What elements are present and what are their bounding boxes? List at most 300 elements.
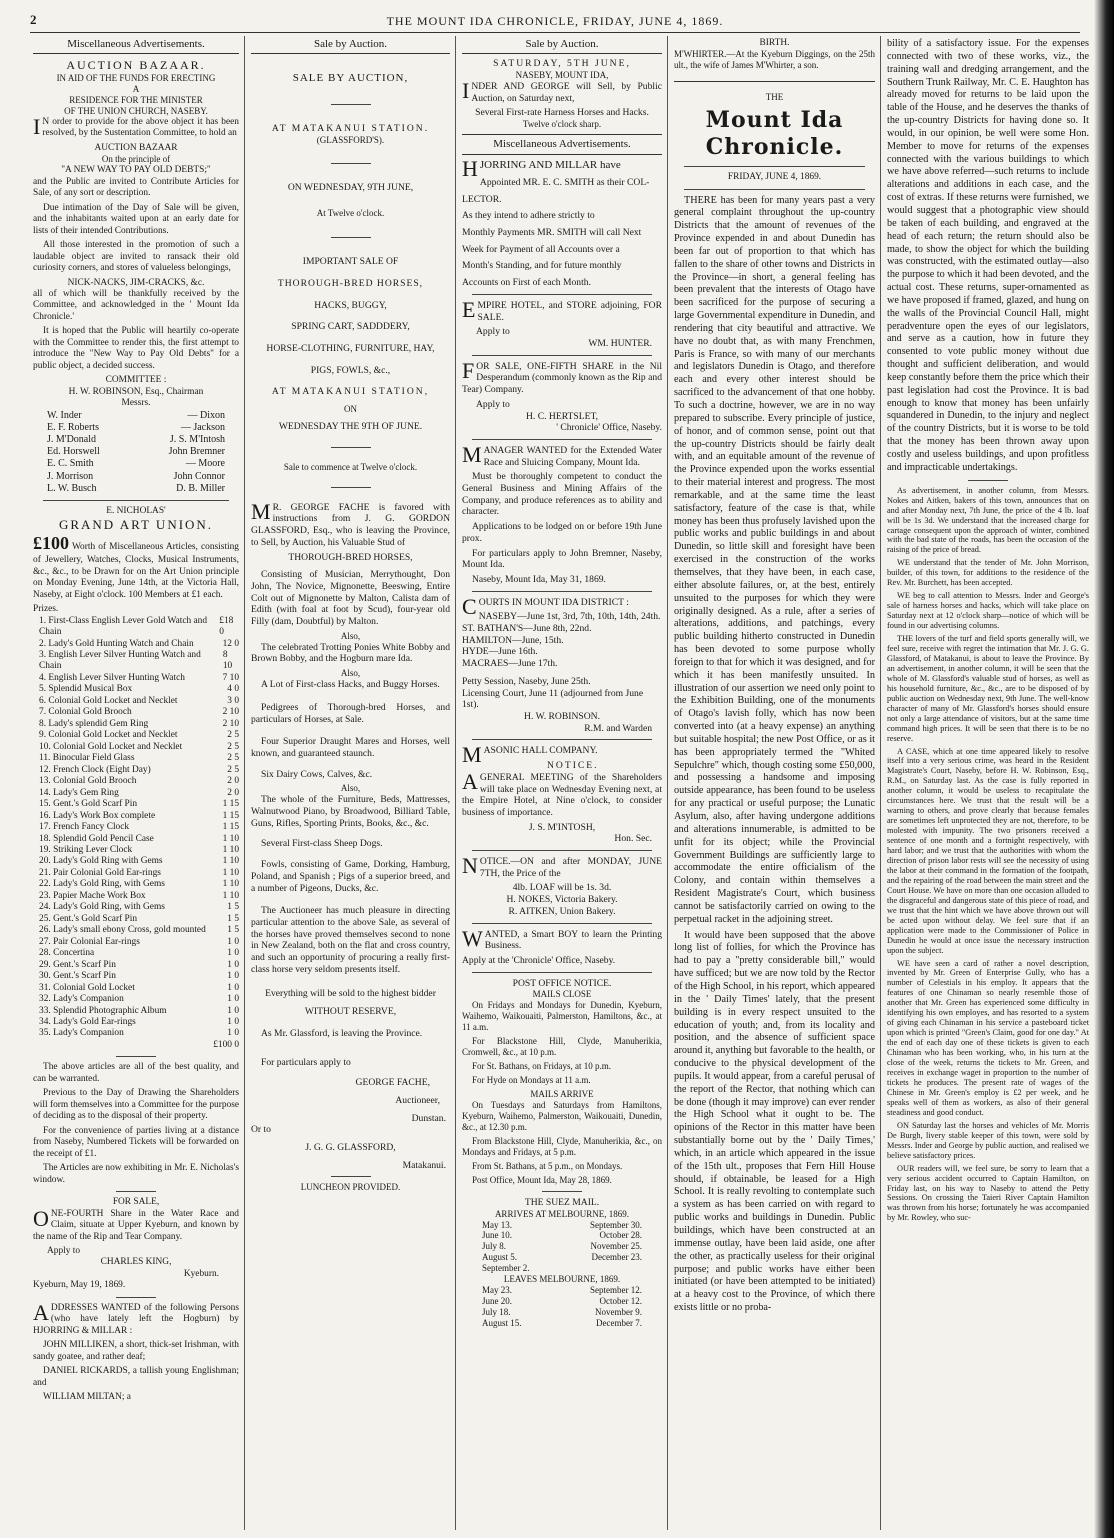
bazaar-text: all of which will be thankfully received by the Committee, and acknowledged in the ' Mount Ida Chronicle.' [33,288,239,322]
prize-name: 3. English Lever Silver Hunting Watch and Chain [39,650,201,672]
auction-text: IMPORTANT SALE OF [302,256,399,268]
prize-row [33,891,239,902]
auction-stud: THOROUGH-BRED HORSES, [288,551,413,563]
courts-text: Licensing Court, June 11 (adjourned from June 1st). [462,687,644,711]
mail-row [462,1263,662,1274]
divider [472,591,652,592]
prize-value: 4 0 [227,684,239,695]
prize-row [33,765,239,776]
ad-text: Applications to be lodged on or before 19th June prox. [462,521,662,544]
art-union-text: The above articles are all of the best quality, and can be warranted. [33,1062,239,1084]
prize-value: 1 10 [222,890,239,901]
auction-station: AT MATAKANUI STATION. [271,122,430,134]
art-union-text: For the convenience of parties living at a distance from Naseby, Numbered Tickets will be forwarded on the receipt of £1. [33,1125,239,1159]
prize-name: 35. Lady's Companion [39,1028,124,1039]
art-union-amount: £100 [33,533,69,554]
mail-date: October 12. [599,1296,642,1307]
forsale-place: Kyeburn. [183,1268,219,1279]
auction-text: Also, [340,630,361,641]
prize-name: 31. Colonial Gold Locket [39,982,135,993]
prize-row [33,948,239,959]
ad-line: Monthly Payments MR. SMITH will call Next [462,227,642,239]
divider [331,447,371,448]
post-title: POST OFFICE NOTICE. [512,977,612,989]
prize-value: 2 10 [222,707,239,718]
post-sub: MAILS CLOSE [532,989,592,1000]
art-union-text: Previous to the Day of Drawing the Shareholders will form themselves into a Committee for the purpose of deciding as to the disposal of their property. [33,1088,239,1122]
prize-total: £100 0 [213,1039,239,1050]
prize-name: 4. English Lever Silver Hunting Watch [39,672,185,683]
prize-row [33,834,239,845]
prize-name: 11. Binocular Field Glass [39,753,135,764]
auction-text: The Auctioneer has much pleasure in directing particular attention to the above Sale, as several of the horses have proved themselves second to none in New Zealand, both on the flat and cross country, and such an opportunity of procuring a really first-class horse very seldom presents itself. [251,905,450,975]
committee-member: W. Inder [47,409,82,421]
auction-text: Auctioneer, [395,1094,440,1106]
auction-text: Six Dairy Cows, Calves, &c. [261,768,373,780]
court-item: HYDE—June 16th. [462,646,538,658]
divider [43,500,229,501]
auction-text: Also, [340,668,361,679]
column-header: Sale by Auction. [251,38,450,54]
ad-line: Week for Payment of all Accounts over a [462,243,620,255]
news-item: A CASE, which at one time appeared likely to resolve itself into a very serious crime, was heard in the Resident Magistrate's Court, Naseby, before H. W. Robinson, Esq., R.M., on Saturday last. As the case is fully reported in another column, it would be useless to recapitulate the circumstances here. We trust that the result will be a warning to others, and prove clearly that because females are sometimes left unprotected they are not, therefore, to be molested with impunity. The two prisoners received a sentence of one month and a fortnight respectively, with hard labor; and we trust that the authorities with whom the direction of prison labor rests will see the necessity of using the labor at their command in the formation of the footpath, and the repairing of the road between the main street and the Court House. We have on more than one occasion alluded to the disgraceful and dangerous state of this piece of road, and we trust that the hint which we have above thrown out will be acted upon without delay. We feel sure that if an application were made to the Commissioner of Police in Dunedin he would at once issue the necessary instruction upon the subject. [887,746,1089,955]
news-item: WE understand that the tender of Mr. John Morrison, builder, of this town, for additions to the residence of the Rev. Mr. Burchett, has been accepted. [887,558,1089,588]
auction-text: Four Superior Draught Mares and Horses, well known, and guaranteed staunch. [251,736,450,759]
divider [331,237,371,238]
prize-name: 15. Gent.'s Gold Scarf Pin [39,799,138,810]
ad-text: For particulars apply to John Bremner, Naseby, Mount Ida. [462,547,662,571]
boy-text: Apply at the 'Chronicle' Office, Naseby. [462,954,616,966]
committee-row [33,422,239,434]
bazaar-title: AUCTION BAZAAR. [66,58,206,73]
post-item: Post Office, Mount Ida, May 28, 1869. [472,1174,612,1185]
divider [684,166,865,167]
divider [116,1191,156,1192]
sale-date: SATURDAY, 5TH JUNE, [493,58,631,70]
prize-row [33,856,239,867]
hjorring-ad [462,177,662,289]
ad-line: As they intend to adhere strictly to [462,210,595,222]
ad-text: Apply to [476,326,510,338]
mail-date: September 2. [482,1263,530,1274]
prize-value: 8 10 [222,650,233,672]
court-item: MACRAES—June 17th. [462,658,558,670]
prize-value: 7 10 [222,672,239,683]
prize-row [33,730,239,741]
ad-text: FOR SALE, ONE-FIFTH SHARE in the Nil Desperandum (commonly known as the Rip and Tear) Company. [462,357,662,396]
boy-text: WANTED, a Smart BOY to learn the Printing Business. [462,925,662,952]
prize-name: 10. Colonial Gold Locket and Necklet [39,741,183,752]
committee-heading: COMMITTEE : [105,375,167,386]
prize-row [33,960,239,971]
prize-row [33,650,239,673]
prize-value: 1 0 [227,959,239,970]
prize-name: 1. First-Class English Lever Gold Watch and Chain [39,615,208,638]
mail-date: July 8. [482,1241,507,1252]
prize-value: 1 0 [227,994,239,1005]
prize-value: 1 10 [222,844,239,855]
prize-name: 5. Splendid Musical Box [39,684,133,695]
loaf-text: NOTICE.—ON and after MONDAY, JUNE 7TH, the Price of the [462,853,662,879]
prize-value: 1 15 [222,810,239,821]
mail-date: July 18. [482,1307,511,1318]
bazaar-text: Due intimation of the Day of Sale will be given, and the inhabitants waited upon at an early date for lists of their intended Contributions. [33,202,239,236]
auction-text: Everything will be sold to the highest bidder [265,988,436,1000]
bazaar-subtitle: IN AID OF THE FUNDS FOR ERECTING [56,73,216,84]
auction-line: HACKS, BUGGY, [314,299,387,311]
auction-line: PIGS, FOWLS, &c., [310,364,391,376]
prize-row [33,868,239,879]
masonic-text: AGENERAL MEETING of the Shareholders will take place on Wednesday Evening next, at the Empire Hotel, at Nine o'clock, to consider business of importance. [462,768,662,818]
prize-row [33,707,239,718]
auction-text: As Mr. Glassford, is leaving the Province. [261,1027,423,1039]
courts-text: Petty Session, Naseby, June 25th. [462,675,591,687]
masthead-title: THE MOUNT IDA CHRONICLE, FRIDAY, JUNE 4, 1869. [386,14,724,28]
news-items [887,486,1089,1224]
suez-title: THE SUEZ MAIL. [524,1196,600,1208]
ad-text: Apply to [476,398,510,410]
divider [542,1191,582,1192]
prize-name: 28. Concertina [39,948,95,959]
prize-name: 22. Lady's Gold Ring, with Gems [39,879,165,890]
addresses-text: DANIEL RICKARDS, a tallish young Englishman; and [33,1366,239,1388]
auction-text: (GLASSFORD'S). [316,134,385,145]
prize-row [33,673,239,684]
committee-member: D. B. Miller [176,482,225,494]
mail-date: August 15. [482,1318,522,1329]
committee-member: John Bremner [168,446,225,458]
prize-value: 1 0 [227,982,239,993]
prize-row [33,983,239,994]
auction-text: Also, [340,783,361,794]
loaf-text: H. NOKES, Victoria Bakery. [506,894,618,906]
masonic-text: Hon. Sec. [614,833,652,845]
prize-value: 1 5 [227,925,239,936]
prize-name: 21. Pair Colonial Gold Ear-rings [39,867,161,878]
prize-name: 33. Splendid Photographic Album [39,1005,167,1016]
sale-text: Several First-rate Harness Horses and Hacks. [475,107,649,119]
prize-name: 6. Colonial Gold Locket and Necklet [39,695,178,706]
prize-name: 23. Papier Mache Work Box [39,890,146,901]
divider [968,480,1008,481]
birth-title: BIRTH. [759,38,790,48]
auction-text: For particulars apply to [261,1056,351,1068]
committee-member: Ed. Horswell [47,446,100,458]
column-5 [882,38,1094,1528]
committee-member: — Jackson [180,421,225,433]
committee-member: J. M'Donald [47,434,97,446]
masonic-title: MASONIC HALL COMPANY. [462,742,598,768]
ad-text: WM. HUNTER. [588,338,652,349]
mail-row [462,1285,662,1296]
mail-date: August 5. [482,1252,518,1263]
masthead [30,8,1080,33]
auction-title: SALE BY AUCTION, [292,72,409,85]
auction-text: LUNCHEON PROVIDED. [300,1182,401,1193]
prize-row [33,788,239,799]
auction-text: A Lot of First-class Hacks, and Buggy Horses. [261,679,440,691]
ad-line: LECTOR. [462,193,502,205]
committee-row [33,410,239,422]
auction-line: SPRING CART, SADDDERY, [291,321,410,333]
column-2 [246,38,455,1528]
prize-row [33,639,239,650]
prize-row [33,1006,239,1017]
suez-arrive [462,1220,662,1275]
court-item: HAMILTON—June, 15th. [462,634,564,646]
prize-row [33,845,239,856]
prize-value: 1 0 [227,1028,239,1039]
prize-value: 2 5 [227,741,239,752]
auction-text: WITHOUT RESERVE, [304,1006,397,1018]
prize-name: 24. Lady's Gold Ring, with Gems [39,902,165,913]
committee-member: L. W. Busch [47,482,97,494]
prize-name: 32. Lady's Companion [39,994,124,1005]
bazaar-text: "A NEW WAY TO PAY OLD DEBTS;" [61,165,211,176]
auction-text: GEORGE FACHE, [355,1077,430,1089]
auction-date: ON WEDNESDAY, 9TH JUNE, [287,182,414,194]
news-item: WE have seen a card of rather a novel description, invented by Mr. Green of Enterprise Gully, who has a number of Celestials in his employ. It appears that the features of one Chinaman so nearly resemble those of another that Mr. Green has experienced some difficulty in identifying his own employes, and has resorted to a system of giving each Chinaman in his service a pasteboard ticket upon which is printed "Green's Claim, good for one day." At the end of each day one of these tickets is given to each Chinaman who has been working, who, in his turn at the close of the week, returns the tickets to Mr. Green, and receives in exchange waget in proportion to the number of tickets he produces. The present rate of wages of the Chinese in Mr. Green's employ is £2 per week, and he speaks well of them as workers, as also of their general steadiness and good conduct. [887,958,1089,1117]
bazaar-text: AUCTION BAZAAR [94,142,178,153]
post-item: For St. Bathans, on Fridays, at 10 p.m. [472,1061,611,1072]
prize-row [33,822,239,833]
news-item: THE lovers of the turf and field sports generally will, we feel sure, receive with regret the intimation that Mr. J. G. G. Glassford, of Matakanui, is about to leave the Province. By an advertisement, in another column, it will be seen that the whole of M. Glassford's valuable stud of horses, as well as his household furniture, &c., &c., are to be disposed of by public auction on Wednesday next, 9th June. The well-know character of many of Mr. Glassford's horses should ensure not only a large attendance of visitors, but at the same time command high prices. It will be seen that there is to be no reserve. [887,634,1089,743]
divider [472,739,652,740]
prize-name: 8. Lady's splendid Gem Ring [39,718,149,729]
prize-row [33,937,239,948]
committee-member: John Connor [173,470,225,482]
art-union-text: The Articles are now exhibiting in Mr. E. Nicholas's window. [33,1163,239,1185]
divider [472,850,652,851]
forsale-text: ONE-FOURTH Share in the Water Race and Claim, situate at Upper Kyeburn, and known by the name of the Rip and Tear Company. [33,1205,239,1242]
prize-value: £18 0 [219,615,234,638]
divider [331,1176,371,1177]
paper-title: Mount Ida Chronicle. [705,107,844,161]
news-item: As advertisement, in another column, from Messrs. Nokes and Aitken, bakers of this town, announces that on and after Monday next, 7th June, the price of the 4 lb. loaf will be 1s 3d. We understand that the increased charge for cartage consequent upon the approach of winter, combined with the bad state of the roads, has been the occasion of the raising of the price of bread. [887,485,1089,555]
committee-row [33,434,239,446]
mail-date: December 23. [591,1252,642,1263]
divider [472,294,652,295]
prize-value: 1 5 [227,913,239,924]
prize-row [33,879,239,890]
committee-row [33,471,239,483]
prizes-label: Prizes. [33,604,59,615]
column-rule [244,36,245,1530]
prize-row [33,696,239,707]
divider [331,104,371,105]
paper-the: THE [765,92,784,103]
auction-text: Or to [251,1124,271,1136]
addresses-title: ADDRESSES WANTED of the following Persons (who have lately left the Hogburn) by HJORRING & MILLAR : [33,1299,239,1336]
auction-text: Several First-class Sheep Dogs. [261,838,383,850]
auction-text: MR. GEORGE FACHE is favored with instructions from J. G. GORDON GLASSFORD, Esq., who is leaving the Province, to Sell, by Auction, his Valuable Stud of [251,498,450,548]
prize-value: 1 15 [222,799,239,810]
divider [684,189,865,190]
ad-text: H. C. HERTSLET, [526,410,598,422]
auction-text: Matakanui. [402,1159,446,1171]
prize-value: 1 10 [222,833,239,844]
courts-list [462,611,662,670]
auction-line: AT MATAKANUI STATION, [271,386,430,398]
committee-member: — Dixon [187,409,225,421]
prize-value: 12 0 [222,638,239,649]
prize-name: 7. Colonial Gold Brooch [39,707,132,718]
mail-date: September 12. [590,1285,642,1296]
divider [472,355,652,356]
auction-line: HORSE-CLOTHING, FURNITURE, HAY, [266,342,435,354]
divider [116,1297,156,1298]
addresses-text: JOHN MILLIKEN, a short, thick-set Irishman, with sandy goatee, and rather deaf; [33,1340,239,1362]
prize-value: 2 5 [227,764,239,775]
ad-line: Month's Standing, and for future monthly [462,260,622,272]
forsale-date: Kyeburn, May 19, 1869. [33,1280,126,1291]
masonic-notice: NOTICE. [546,760,599,772]
news-item: OUR readers will, we feel sure, be sorry to learn that a very serious accident occurred to Captain Hamilton, on Friday last, on his way to Naseby to attend the Petty Sessions. On crossing the Taieri River Captain Hamilton was thrown from his horse; fortunately he was accompanied by Mr. Rowley, who suc- [887,1163,1089,1223]
suez-sub: ARRIVES AT MELBOURNE, 1869. [494,1208,630,1219]
mail-row [462,1318,662,1329]
prize-row [33,799,239,810]
birth-text: M'WHIRTER.—At the Kyeburn Diggings, on the 25th ult., the wife of James M'Whirter, a son. [674,49,875,71]
ad-line: Appointed MR. E. C. SMITH as their COL- [479,176,650,188]
post-item: From Blackstone Hill, Clyde, Manuherikia, &c., on Mondays and Fridays, at 5 p.m. [462,1135,662,1157]
mail-row [462,1241,662,1252]
column-header: Sale by Auction. [462,38,662,54]
prize-value: 2 5 [227,753,239,764]
committee-member: E. F. Roberts [47,421,99,433]
prize-row [33,902,239,913]
mail-row [462,1307,662,1318]
mail-row [462,1296,662,1307]
post-item: On Tuesdays and Saturdays from Hamiltons, Kyeburn, Waihemo, Palmerston, Waikouaiti, Dunedin, &c., at 12.30 p.m. [462,1100,662,1132]
auction-line: ON [344,404,357,415]
prize-row [33,719,239,730]
news-item: ON Saturday last the horses and vehicles of Mr. Morris De Burgh, livery stable keeper of this town, were sold by Messrs. Inder and George by public auction, and realised we believe satisfactory prices. [887,1120,1089,1160]
divider [472,439,652,440]
ad-text: Naseby, Mount Ida, May 31, 1869. [472,573,606,585]
addresses-text: WILLIAM MILTAN; a [43,1392,131,1403]
committee-member: — Moore [185,458,225,470]
bazaar-text: On the principle of [101,154,171,165]
sale-place: NASEBY, MOUNT IDA, [515,70,609,81]
mail-date: June 20. [482,1296,512,1307]
prize-row [33,753,239,764]
loaf-text: 4lb. LOAF will be 1s. 3d. [512,882,612,894]
auction-text: Fowls, consisting of Game, Dorking, Hamburg, Poland, and Spanish ; Pigs of a superior breed, and a number of Pigeons, Ducks, &c. [251,859,450,894]
courts-text: R.M. and Warden [584,722,652,734]
committee-chair: H. W. ROBINSON, Esq., Chairman [68,386,204,397]
prize-name: 17. French Fancy Clock [39,822,130,833]
mail-row [462,1220,662,1231]
ad-text: EMPIRE HOTEL, and STORE adjoining, FOR SALE. [462,296,662,323]
auction-text: The whole of the Furniture, Beds, Mattresses, Walnutwood Piano, by Broadwood, Billiard Table, Guns, Rifles, Sporting Prints, Books, &c., &c. [251,794,450,829]
committee-messrs: Messrs. [121,398,151,409]
divider [116,1056,156,1057]
ad-text: Must be thoroughly competent to conduct the General Business and Mining Affairs of the Company, and produce references as to ability and character. [462,471,662,518]
bazaar-text: IN order to provide for the above object it has been resolved, by the Sustentation Committee, to hold an [33,113,239,139]
mail-date: November 25. [590,1241,642,1252]
mail-date: October 28. [599,1230,642,1241]
editorial-paragraph: THERE has been for many years past a very general complaint throughout the up-country Districts that the amount of revenues of the Province expended in and about Dunedin has been far out of proportion to that which has fallen to the share of other towns and Districts in the Province—in short, a general feeling has been prevalent that the interests of Otago have been sacrificed for the purpose of securing a large Governmental expenditure in Dunedin, and rendering that city beautiful and attractive. We have no doubt that, as with many Frenchmen, Paris is France, so with many of our merchants and legislators Dunedin is Otago, and therefore each and every other interest should be sacrificed to the advancement of that one hobby. To such a doctrine, however, we are in no way prepared to subscribe. Every principle of justice, of honor, and of common sense, point out that the up-country Districts should be fairly dealt with, and an equitable amount of the revenue of the Province expended upon the works essential to their material interest and progress. The most remarkable, and at the same time the least satisfactory, feature of the case is that, while money has been thus profusely lavished upon the public works and public buildings in and about Dunedin, so little skill and foresight have been exercised in the construction of the works themselves, that they have been, in each case, either absolute failures, or, at the best, entirely unsuited to the purposes for which they were originally designed. As a rule, after a series of alterations, additions, and patchings, every public building hitherto constructed in Dunedin has been devoted to some purpose wholly foreign to that for which it was designed, and for which it has been manifestly unsuited. In illustration of our assertion we need only point to the Exhibition Building, one of the monuments of Otago's lavish folly, which has now been converted into (at a heavy expense) an anything but suitable hospital; the new Post Office, or as it has been appropriately termed the "Whited Sepulchre" which, though costing some £50,000, and possessing a handsome and imposing outside appearance, has been found to be useless for any practical or useful purpose; the Lunatic Asylum, also, after having undergone additions and alterations innumerable, is admitted to be unfit for its object; while the Provincial Government Buildings are sufficiently large to accommodate the entire officialism of the Colony, and contain within themselves a Resident Magistrate's Court, which business cannot be satisfactorily carried on owing to the perpetual racket in the adjoining street. [674,194,875,925]
post-arrive [462,1100,662,1186]
auction-line: WEDNESDAY THE 9TH OF JUNE. [278,421,423,433]
bazaar-line: RESIDENCE FOR THE MINISTER [69,94,203,105]
prize-name: 9. Colonial Gold Locket and Necklet [39,730,178,741]
prize-name: 14. Lady's Gem Ring [39,787,119,798]
committee-member: J. Morrison [47,470,94,482]
column-3 [457,38,667,1528]
sale-text: Twelve o'clock sharp. [522,119,602,130]
masonic-text: J. S. M'INTOSH, [528,821,596,833]
art-union-intro: Worth of Miscellaneous Articles, consisting of Jewellery, Watches, Clocks, Musical Instruments, &c., &c., to be Drawn for on the Art Union principle on Monday Evening, June 14th, at the Victoria Hall, Naseby, at Eight o'clock. 100 Members at £1 each. [33,542,239,600]
column-1 [28,38,244,1528]
committee-row [33,458,239,470]
post-close [462,1000,662,1086]
page-number: 2 [30,12,37,27]
forsale-head: FOR SALE, [112,1197,160,1208]
prize-row [33,811,239,822]
prize-name: 29. Gent.'s Scarf Pin [39,959,116,970]
art-union-pre: E. NICHOLAS' [106,505,166,516]
prize-value: 1 10 [222,867,239,878]
prize-value: 1 0 [227,971,239,982]
ad-text: MANAGER WANTED for the Extended Water Race and Sluicing Company, Mount Ida. [462,441,662,468]
forsale-apply: Apply to [47,1245,81,1256]
prize-value: 1 10 [222,856,239,867]
post-sub: MAILS ARRIVE [530,1089,594,1100]
ad-title: HJORRING AND MILLAR have [462,155,621,181]
prize-row [33,925,239,936]
prize-row [33,776,239,787]
suez-sub: LEAVES MELBOURNE, 1869. [503,1274,621,1285]
news-item: WE beg to call attention to Messrs. Inder and George's sale of harness horses and hacks, which will take place on Saturday next at 12 o'clock sharp—notice of which will be found in our advertising columns. [887,591,1089,631]
column-header: Miscellaneous Advertisements. [462,134,662,154]
prize-value: 1 0 [227,948,239,959]
ad-text: ' Chronicle' Office, Naseby. [556,422,662,434]
courts-title: COURTS IN MOUNT IDA DISTRICT : [462,593,629,619]
prize-row [33,1017,239,1028]
auction-text: J. G. G. GLASSFORD, [305,1142,396,1154]
auction-text: Sale to commence at Twelve o'clock. [283,461,418,472]
bazaar-text: and the Public are invited to Contribute Articles for Sale, of any sort or description. [33,176,239,199]
courts-text: H. W. ROBINSON. [524,710,600,722]
column-rule [880,36,881,1530]
prize-name: 18. Splendid Gold Pencil Case [39,833,154,844]
prize-name: 19. Striking Lever Clock [39,844,133,855]
committee-row [33,483,239,495]
bazaar-line: A [132,84,140,94]
auction-text: The celebrated Trotting Ponies White Bobby and Brown Bobby, and the Hogburn mare Ida. [251,641,450,665]
prize-name: 20. Lady's Gold Ring with Gems [39,856,163,867]
prize-value: 3 0 [227,695,239,706]
prize-value: 1 0 [227,1017,239,1027]
prize-value: 2 0 [227,787,239,798]
prize-name: 34. Lady's Gold Ear-rings [39,1017,136,1027]
editorial-paragraph: It would have been supposed that the above long list of follies, for which the Province has had to pay a "pretty considerable bill," would have sufficed; but we are now told by the Rector of the High School, in his report, which appeared in the ' Daily Times' lately, that the present building is in every respect unsuited to the education of youth; and, from its locality and position, and the absence of sufficient space around it, anything but favorable to the health, or conducive to the physical development of the pupils. It would appear, from a careful perusal of the report of the Rector, that nothing which can be done (though it may improve) can ever render the High School what it ought to be. The opinions of the Rector in this matter have been substantially borne out by the ' Daily Times,' which, in an article which appeared in the issue of the 15th ult., proposes that Fern Hill House should, if obtainable, be leased for a High School. It is really revolting to contemplate such a system as has been carried on with regard to public works and buildings in Dunedin. Public buildings, which have been constructed at an immense outlay, have been laid aside, one after the other, as practically useless for their original purpose; and public works have either been initiated (or have been attempted to be initiated) at a heavy cost to the Province, of which there exists little or no proba- [674,929,875,1314]
prize-value: 1 10 [222,879,239,890]
prize-name: 12. French Clock (Eight Day) [39,764,151,775]
column-4 [669,38,880,1528]
prize-name: 2. Lady's Gold Hunting Watch and Chain [39,638,194,649]
mail-date: May 23. [482,1285,512,1296]
prize-value: 2 10 [222,718,239,729]
post-item: From St. Bathans, at 5 p.m., on Mondays. [472,1160,623,1171]
prize-name: 26. Lady's small ebony Cross, gold mounted [39,925,206,936]
paper-date: FRIDAY, JUNE 4, 1869. [727,172,822,183]
suez-leave [462,1285,662,1329]
prize-list [33,616,239,1040]
bazaar-text: All those interested in the promotion of such a laudable object are invited to ransack their old curiosity corners, and stores of valueless belongings, [33,240,239,274]
prize-value: 2 5 [227,730,239,741]
